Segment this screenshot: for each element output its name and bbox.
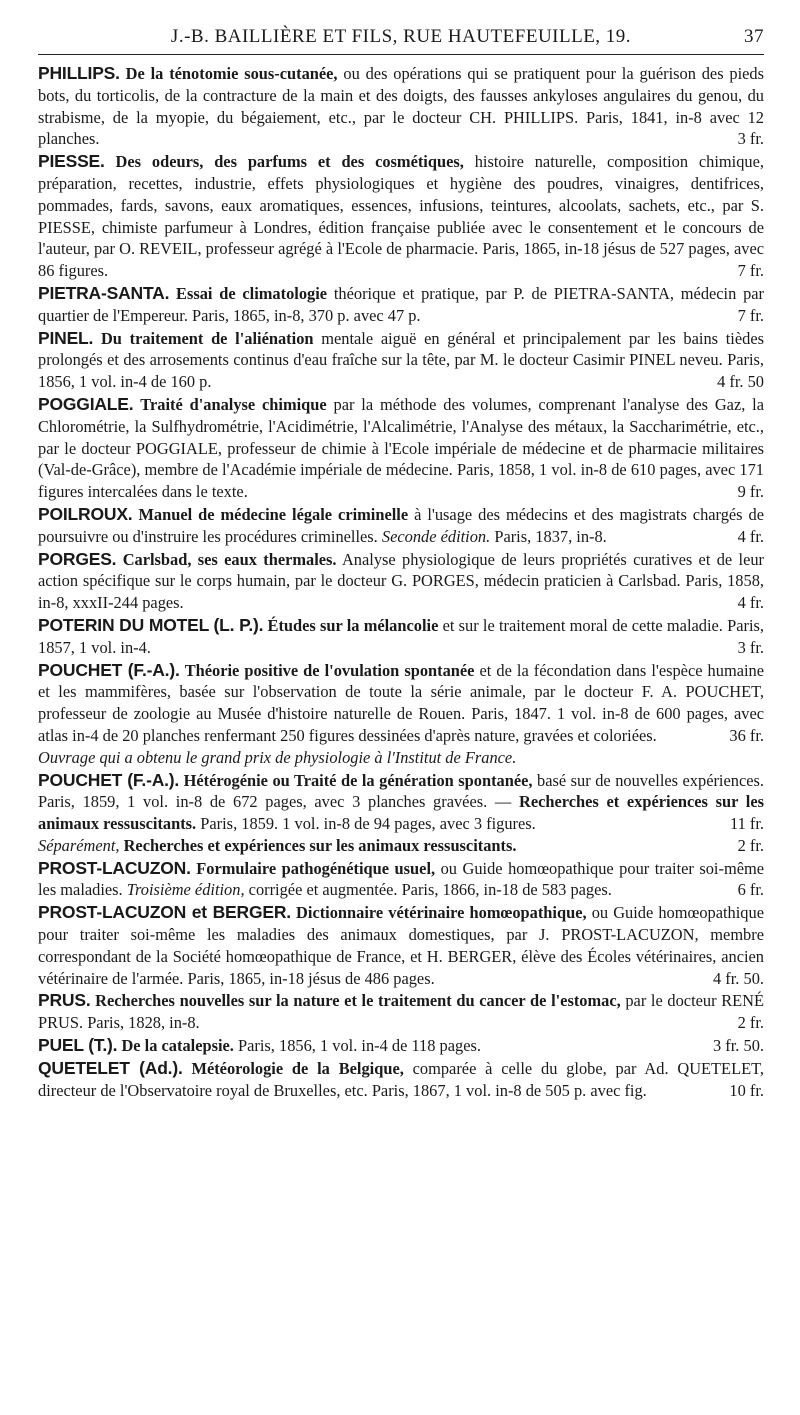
entry-author: PROST-LACUZON et BERGER.: [38, 902, 291, 923]
entry-title: De la ténotomie sous-cutanée,: [125, 64, 338, 83]
entry-body: à l'usage des médecins et des magistrats chargés de poursuivre ou d'instruire les procédures criminelles.: [38, 504, 764, 546]
entry-price: 4 fr.: [737, 593, 764, 613]
entry-title: Théorie positive de l'ovulation spontanée: [184, 660, 475, 680]
entry-price: 36 fr.: [729, 725, 764, 745]
entry-price: 3 fr.: [737, 129, 764, 149]
entry-price: 6 fr.: [737, 880, 764, 900]
entry-body: et sur le traitement moral de cette maladie. Paris, 1857, 1 vol. in-4.: [38, 615, 765, 657]
entry-body-continued: Paris, 1837, in-8.: [494, 526, 607, 546]
entry-price: 4 fr. 50: [717, 372, 764, 392]
catalogue-entry: [38, 990, 764, 1034]
entry-body: et de la fécondation dans l'espèce humaine et les mammifères, basée sur l'observation de toute la série animale, par le docteur F. A. POUCHET, professeur de zoologie au Musée d'histoire naturelle de Rouen. Paris, 1847. 1 vol. in-8 de 600 pages, avec atlas in-4 de 20 planches renfermant 250 figures dessinées d'après nature, gravées et coloriées.: [38, 660, 764, 745]
entry-title: Dictionnaire vétérinaire homœopathique,: [296, 903, 587, 923]
entry-body: ou des opérations qui se pratiquent pour la guérison des pieds bots, du torticolis, de la contracture de la main et des doigts, des fausses ankyloses angulaires du genou, du strabisme, de la myopie, du bégaiement, etc., par le docteur CH. PHILLIPS. Paris, 1841, in-8 avec 12 planches.: [38, 64, 765, 149]
entry-author: PUEL (T.).: [38, 1035, 118, 1056]
entry-title: De la catalepsie.: [121, 1036, 234, 1056]
entry-body: théorique et pratique, par P. de PIETRA-SANTA, médecin par quartier de l'Empereur. Paris, 1865, in-8, 370 p. avec 47 p.: [38, 283, 765, 325]
catalogue-entry: [38, 770, 764, 857]
page-number: 37: [744, 26, 764, 47]
entry-separately-price: 2 fr.: [737, 835, 764, 855]
catalogue-entry: [38, 504, 764, 548]
entry-price: 7 fr.: [737, 261, 764, 281]
catalogue-entry: [38, 615, 764, 659]
entry-author: PINEL.: [38, 327, 94, 348]
entry-body-continued: corrigée et augmentée. Paris, 1866, in-18 de 583 pages.: [248, 880, 612, 900]
entry-separately-label: Séparément,: [38, 835, 120, 855]
entry-body: Analyse physiologique de leurs propriétés curatives et de leur action spécifique sur le corps humain, par le docteur G. PORGES, médecin praticien à Carlsbad. Paris, 1858, in-8, xxxII-244 pages.: [38, 549, 764, 613]
entry-body: Paris, 1856, 1 vol. in-4 de 118 pages.: [238, 1036, 481, 1056]
catalogue-entry: [38, 151, 764, 282]
entry-title: Du traitement de l'aliénation: [100, 328, 314, 348]
entry-title: Hétérogénie ou Traité de la génération spontanée,: [183, 770, 533, 790]
catalogue-entry: [38, 1035, 764, 1057]
entry-body: basé sur de nouvelles expériences. Paris, 1859, 1 vol. in-8 de 672 pages, avec 3 planches gravées. —: [38, 770, 764, 812]
entry-body: mentale aiguë en général et principalement par les bains tièdes prolongés et des arrosements continus d'eau fraîche sur la tête, par M. le docteur Casimir PINEL neveu. Paris, 1856, 1 vol. in-4 de 160 p.: [38, 328, 764, 392]
catalogue-entry: [38, 328, 764, 393]
catalogue-entry: [38, 902, 764, 989]
entry-award-note: Ouvrage qui a obtenu le grand prix de physiologie à l'Institut de France.: [38, 747, 517, 767]
entry-edition: Seconde édition.: [381, 526, 491, 546]
entry-author: PRUS.: [38, 990, 91, 1011]
entry-title: Carlsbad, ses eaux thermales.: [122, 549, 337, 569]
entry-second-title: Recherches et expériences sur les animaux ressuscitants.: [38, 792, 764, 834]
entry-body-continued: Paris, 1859. 1 vol. in-8 de 94 pages, avec 3 figures.: [200, 814, 536, 834]
entry-title: Météorologie de la Belgique,: [191, 1058, 404, 1078]
entry-author: POGGIALE.: [38, 393, 134, 414]
catalogue-page: [38, 22, 764, 1102]
entry-price: 4 fr.: [737, 526, 764, 546]
entry-author: POUCHET (F.-A.).: [38, 769, 180, 790]
running-title: J.-B. BAILLIÈRE ET FILS, RUE HAUTEFEUILLE, 19.: [170, 26, 632, 47]
entry-title: Formulaire pathogénétique usuel,: [196, 858, 436, 878]
entry-body: par la méthode des volumes, comprenant l'analyse des Gaz, la Chlorométrie, la Sulfhydrométrie, l'Acidimétrie, l'Alcalimétrie, l'Analyse des métaux, la Saccharimétrie, etc., par le docteur POGGIALE, professeur de chimie à l'Ecole impériale de médecine et de pharmacie militaires (Val-de-Grâce), membre de l'Académie impériale de médecine. Paris, 1858, 1 vol. in-8 de 610 pages, avec 171 figures intercalées dans le texte.: [38, 394, 764, 502]
entry-author: POUCHET (F.-A.).: [38, 659, 180, 680]
entry-title: Recherches nouvelles sur la nature et le traitement du cancer de l'estomac,: [95, 991, 621, 1011]
entry-price: 9 fr.: [737, 482, 764, 502]
entry-author: POILROUX.: [38, 503, 133, 524]
entry-author: PROST-LACUZON.: [38, 857, 191, 878]
entry-price: 7 fr.: [737, 305, 764, 325]
entry-price: 11 fr.: [730, 814, 764, 834]
entry-author: PHILLIPS.: [38, 63, 120, 83]
entry-body: ou Guide homœopathique pour traiter soi-même les maladies.: [38, 858, 764, 900]
catalogue-entry: [38, 63, 764, 150]
catalogue-entry: [38, 394, 764, 503]
entry-price: 4 fr. 50.: [713, 968, 764, 988]
entry-title: Essai de climatologie: [176, 283, 328, 303]
catalogue-entry: [38, 283, 764, 327]
entry-author: QUETELET (Ad.).: [38, 1057, 183, 1078]
running-head: [38, 22, 764, 52]
entry-title: Des odeurs, des parfums et des cosmétiques,: [115, 152, 464, 172]
entry-title: Traité d'analyse chimique: [140, 394, 327, 414]
entry-author: PIETRA-SANTA.: [38, 282, 170, 303]
entry-body: histoire naturelle, composition chimique, préparation, recettes, industrie, effets physiologiques et hygiène des poudres, vinaigres, dentifrices, pommades, fards, savons, eaux aromatiques, essences, infusions, teintures, alcoolats, sachets, etc., par S. PIESSE, chimiste parfumeur à Londres, édition française publiée avec le consentement et le concours de l'auteur, par O. REVEIL, professeur agrégé à l'Ecole de pharmacie. Paris, 1865, in-18 jésus de 527 pages, avec 86 figures.: [38, 152, 764, 281]
entry-price: 2 fr.: [737, 1013, 764, 1033]
header-rule: [38, 54, 764, 55]
entry-author: POTERIN DU MOTEL (L. P.).: [38, 614, 264, 635]
entry-price: 3 fr. 50.: [713, 1036, 764, 1056]
entry-author: PIESSE.: [38, 151, 105, 172]
entry-price: 3 fr.: [737, 637, 764, 657]
entry-separately-title: Recherches et expériences sur les animaux ressuscitants.: [123, 835, 517, 855]
entry-body: comparée à celle du globe, par Ad. QUETELET, directeur de l'Observatoire royal de Bruxelles, etc. Paris, 1867, 1 vol. in-8 de 505 p. avec fig.: [38, 1058, 764, 1100]
catalogue-entry: [38, 660, 764, 769]
entry-title: Manuel de médecine légale criminelle: [138, 504, 409, 524]
entry-author: PORGES.: [38, 548, 117, 569]
entry-title: Études sur la mélancolie: [267, 615, 439, 635]
entry-body: par le docteur RENÉ PRUS. Paris, 1828, in-8.: [38, 991, 764, 1033]
catalogue-entry: [38, 1058, 764, 1102]
catalogue-entry: [38, 549, 764, 614]
entry-body: ou Guide homœopathique pour traiter soi-même les maladies des animaux domestiques, par J. PROST-LACUZON, membre correspondant de la Société homœopathique de France, et H. BERGER, élève des Écoles vétérinaires, ancien vétérinaire de l'armée. Paris, 1865, in-18 jésus de 486 pages.: [38, 903, 764, 988]
catalogue-entry: [38, 858, 764, 902]
entry-edition: Troisième édition,: [126, 880, 245, 900]
entry-price: 10 fr.: [729, 1080, 764, 1100]
